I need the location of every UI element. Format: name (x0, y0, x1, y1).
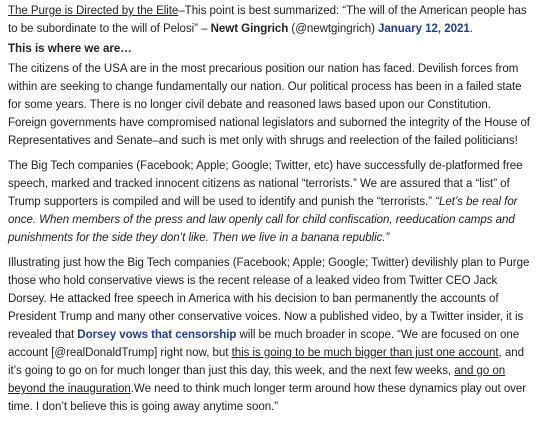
banana-republic-quote: “Let’s be real for once. When members of the press and law openly call for child confiscation, reeducation camps and punishments for the side they don’t like. Then we live in a banana republic.” (8, 196, 518, 244)
big-tech-text: The Big Tech companies (Facebook; Apple; Google; Twitter, etc) have successfully de-platformed free speech, marked and tracked innocent citizens as national “terrorists.” We are assured that a “list” of Trump supporters is compiled and will be used to identify and punish the “terrorists.” (8, 160, 523, 208)
section-heading: This is where we are… (8, 43, 132, 55)
underlined-quote-1: this is going to be much bigger than just one account (231, 347, 499, 359)
dorsey-paragraph (8, 254, 532, 416)
dorsey-text-b: will be much broader in scope. “We are focused on one account [@realDonaldTrump] right now, but (8, 329, 520, 359)
purge-article-link[interactable]: The Purge is Directed by the Elite (8, 5, 179, 17)
intro-text: –This point is best summarized: “The will of the American people has to be subordinate to the will of Pelosi” – (8, 5, 527, 35)
citizens-paragraph: The citizens of the USA are in the most precarious position our nation has faced. Devilish forces from within are seeking to change fundamentally our nation. Our political process has been in a failed state for some years. There is no longer civil debate and reasoned laws based upon our Constitution. Foreign governments have compromised national legislators and suborned the integrity of the House of Representatives and Senate–and such is met only with shrugs and reelection of the failed politicians! (8, 63, 530, 147)
intro-paragraph (8, 2, 532, 38)
dorsey-text-c: , and it’s going to go on for much longer than just this day, this week, and the next few weeks, (8, 347, 524, 377)
author-handle: (@newtgingrich) (288, 23, 379, 35)
dorsey-text-a: Illustrating just how the Big Tech companies (Facebook; Apple; Google; Twitter) devilishly plan to Purge those who hold conservative views is the recent release of a leaked video from Twitter CEO Jack Dorsey. He attacked free speech in America with his decision to ban permanently the accounts of President Trump and many other conservative voices. Now a published video, by a Twitter insider, it is revealed that (8, 257, 530, 341)
dorsey-text-d: .We need to think much longer term around how these dynamics play out over time. I don’t believe this is going away anytime soon.” (8, 383, 527, 413)
underlined-quote-2: and go on beyond the inauguration (8, 365, 506, 395)
big-tech-paragraph (8, 157, 532, 247)
date-link[interactable]: January 12, 2021 (378, 23, 470, 35)
intro-end: . (469, 23, 473, 35)
dorsey-censorship-link[interactable]: Dorsey vows that censorship (77, 329, 237, 341)
author-link[interactable]: Newt Gingrich (210, 23, 289, 35)
